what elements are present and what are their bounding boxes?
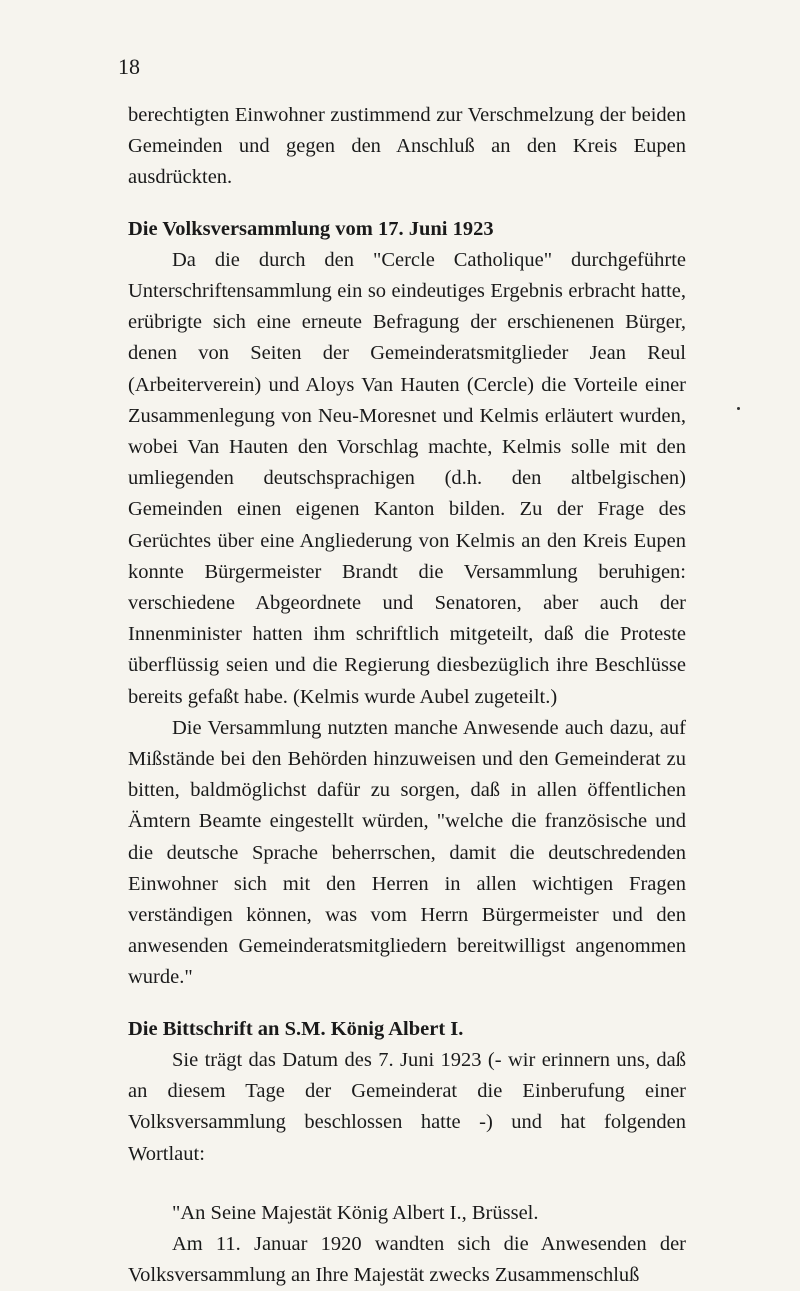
document-body xyxy=(128,100,686,1291)
paragraph: Da die durch den "Cercle Catholique" durchgeführte Unterschriftensammlung ein so eindeutiges Ergebnis erbracht hatte, erübrigte sich eine erneute Befragung der erschienenen Bürger, denen von Seiten der Gemeinderatsmitglieder Jean Reul (Arbeiterverein) und Aloys Van Hauten (Cercle) die Vorteile einer Zusammenlegung von Neu-Moresnet und Kelmis erläutert wurden, wobei Van Hauten den Vorschlag machte, Kelmis solle mit den umliegenden deutschsprachigen (d.h. den altbelgischen) Gemeinden einen eigenen Kanton bilden. Zu der Frage des Gerüchtes über eine Angliederung von Kelmis an den Kreis Eupen konnte Bürgermeister Brandt die Versammlung beruhigen: verschiedene Abgeordnete und Senatoren, aber auch der Innenminister hatten ihm schriftlich mitgeteilt, daß die Proteste überflüssig seien und die Regierung diesbezüglich ihre Beschlüsse bereits gefaßt habe. (Kelmis wurde Aubel zugeteilt.) xyxy=(128,248,686,708)
paragraph: Am 11. Januar 1920 wandten sich die Anwesenden der Volksversammlung an Ihre Majestät zwecks Zusammenschluß xyxy=(128,1232,686,1287)
section-heading-volksversammlung: Die Volksversammlung vom 17. Juni 1923 xyxy=(128,217,494,240)
intro-paragraph: berechtigten Einwohner zustimmend zur Verschmelzung der beiden Gemeinden und gegen den Anschluß an den Kreis Eupen ausdrückten. xyxy=(128,104,686,189)
page-number: 18 xyxy=(118,54,140,79)
section-spacer xyxy=(128,1170,686,1198)
margin-speck xyxy=(737,407,740,410)
section-spacer xyxy=(128,194,686,214)
show-through-texture xyxy=(118,118,124,144)
section-spacer xyxy=(128,994,686,1014)
section-heading-bittschrift: Die Bittschrift an S.M. König Albert I. xyxy=(128,1017,464,1040)
paragraph: Sie trägt das Datum des 7. Juni 1923 (- wir erinnern uns, daß an diesem Tage der Gemeinderat die Einberufung einer Volksversammlung beschlossen hatte -) und hat folgenden Wortlaut: xyxy=(128,1048,686,1165)
letter-address-line: "An Seine Majestät König Albert I., Brüssel. xyxy=(172,1201,539,1224)
paragraph: Die Versammlung nutzten manche Anwesende auch dazu, auf Mißstände bei den Behörden hinzuweisen und den Gemeinderat zu bitten, baldmöglichst dafür zu sorgen, daß in allen öffentlichen Ämtern Beamte eingestellt würden, "welche die französische und die deutsche Sprache beherrschen, damit die deutschredenden Einwohner sich mit den Herren in allen wichtigen Fragen verständigen können, was vom Herrn Bürgermeister und den anwesenden Gemeinderatsmitgliedern bereitwilligst angenommen wurde." xyxy=(128,716,686,989)
